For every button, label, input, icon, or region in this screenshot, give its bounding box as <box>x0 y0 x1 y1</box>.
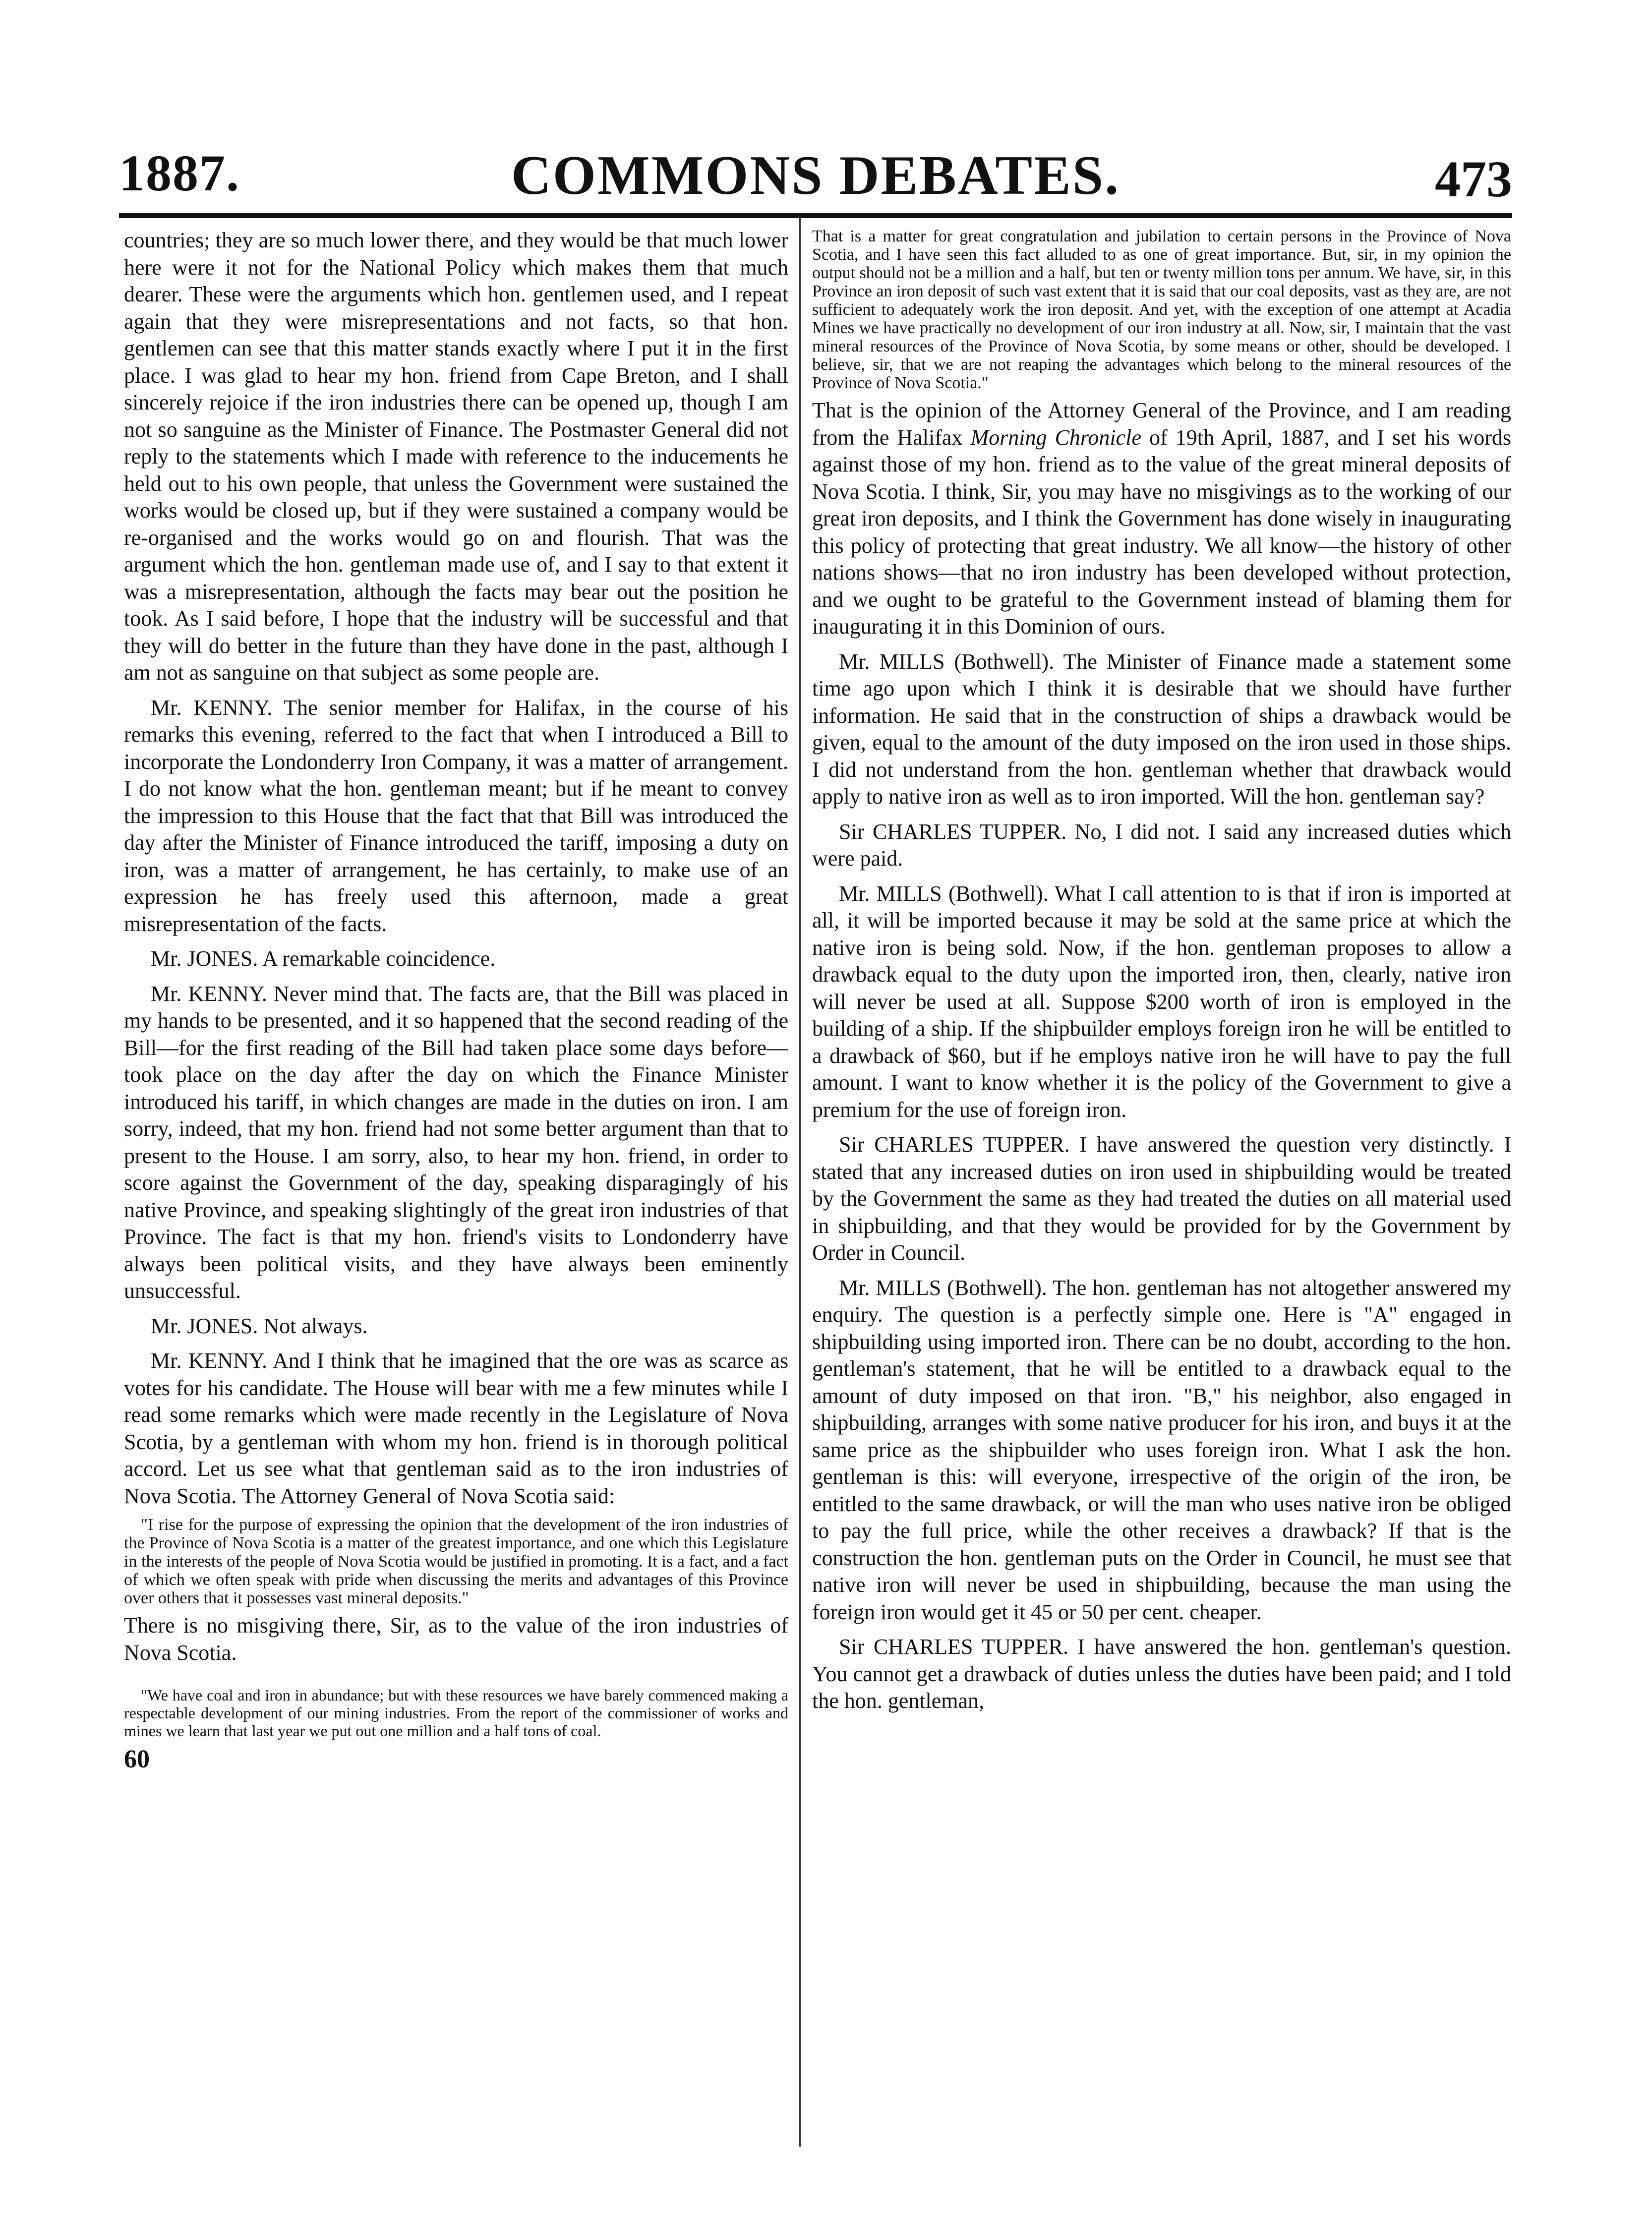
printer-signature: 60 <box>124 1745 150 1773</box>
header-title: COMMONS DEBATES. <box>511 145 1121 206</box>
paragraph-text: That is the opinion of the Attorney General of the Province, and I am reading from the Halifax <box>812 398 1511 450</box>
paragraph: Sir CHARLES TUPPER. I have answered the hon. gentleman's question. You cannot get a drawback of duties unless the duties have been paid; and I told the hon. gentleman, <box>812 1635 1511 1713</box>
paragraph <box>812 397 1511 641</box>
column-divider <box>799 218 801 2147</box>
paragraph: Mr. KENNY. Never mind that. The facts are, that the Bill was placed in my hands to be presented, and it so happened that the second reading of the Bill—for the first reading of the Bill had taken place some days before—took place on the day after the day on which the Finance Minister introduced his tariff, in which changes are made in the duties on iron. I am sorry, indeed, that my hon. friend had not some better argument than that to present to the House. I am sorry, also, to hear my hon. friend, in order to score against the Government of the day, speaking disparagingly of his native Province, and speaking slightingly of the great iron industries of that Province. The fact is that my hon. friend's visits to Londonderry have always been political visits, and they have always been eminently unsuccessful. <box>124 981 788 1303</box>
right-column <box>812 227 1511 2186</box>
paragraph: Mr. MILLS (Bothwell). What I call attention to is that if iron is imported at all, it will be imported because it may be sold at the same price at which the native iron is being sold. Now, if the hon. gentleman proposes to allow a drawback equal to the duty upon the imported iron, then, clearly, native iron will never be used at all. Suppose $200 worth of iron is employed in the building of a ship. If the shipbuilder employs foreign iron he will be entitled to a drawback of $60, but if he employs native iron he will have to pay the full amount. I want to know whether it is the policy of the Government to give a premium for the use of foreign iron. <box>812 881 1511 1122</box>
header-page-number: 473 <box>1435 151 1512 208</box>
paragraph: Mr. JONES. A remarkable coincidence. <box>151 946 496 971</box>
paragraph-text: of 19th April, 1887, and I set his words against those of my hon. friend as to the value of the great mineral deposits of Nova Scotia. I think, Sir, you may have no misgivings as to the working of our great iron deposits, and I think the Government has done wisely in inaugurating this policy of protecting that great industry. We all know—the history of other nations shows—that no iron industry has been developed without protection, and we ought to be grateful to the Government instead of blaming them for inaugurating it in this Dominion of ours. <box>812 425 1511 639</box>
paragraph: Mr. KENNY. And I think that he imagined that the ore was as scarce as votes for his candidate. The House will bear with me a few minutes while I read some remarks which were made recently in the Legislature of Nova Scotia, by a gentleman with whom my hon. friend is in thorough political accord. Let us see what that gentleman said as to the iron industries of Nova Scotia. The Attorney General of Nova Scotia said: <box>124 1348 788 1508</box>
block-quote: That is a matter for great congratulation and jubilation to certain persons in the Province of Nova Scotia, and I have seen this fact alluded to as one of great importance. But, sir, in my opinion the output should not be a million and a half, but ten or twenty million tons per annum. We have, sir, in this Province an iron deposit of such vast extent that it is said that our coal deposits, vast as they are, are not sufficient to adequately work the iron deposit. And yet, with the exception of one attempt at Acadia Mines we have practically no development of our iron industry at all. Now, sir, I maintain that the vast mineral resources of the Province of Nova Scotia, by some means or other, should be developed. I believe, sir, that we are not reaping the advantages which belong to the mineral resources of the Province of Nova Scotia." <box>812 227 1511 392</box>
paragraph: countries; they are so much lower there, and they would be that much lower here were it not for the National Policy which makes them that much dearer. These were the arguments which hon. gentlemen used, and I repeat again that they were misrepresentations and not facts, so that hon. gentlemen can see that this matter stands exactly where I put it in the first place. I was glad to hear my hon. friend from Cape Breton, and I shall sincerely rejoice if the iron industries there can be opened up, though I am not so sanguine as the Minister of Finance. The Postmaster General did not reply to the statements which I made with reference to the inducements he held out to his own people, that unless the Government were sustained the works would be closed up, but if they were sustained a company would be re-organised and the works would go on and flourish. That was the argument which the hon. gentleman made use of, and I say to that extent it was a misrepresentation, although the facts may bear out the position he took. As I said before, I hope that the industry will be successful and that they will do better in the future than they have done in the past, although I am not as sanguine on that subject as some people are. <box>124 228 788 685</box>
left-column <box>124 227 788 2186</box>
paragraph: Sir CHARLES TUPPER. I have answered the question very distinctly. I stated that any increased duties on iron used in shipbuilding would be treated by the Government the same as they had treated the duties on all material used in shipbuilding, and that they would be provided for by the Government by Order in Council. <box>812 1132 1511 1265</box>
header-rule <box>119 213 1512 218</box>
paragraph: Mr. KENNY. The senior member for Halifax, in the course of his remarks this evening, referred to the fact that when I introduced a Bill to incorporate the Londonderry Iron Company, it was a matter of arrangement. I do not know what the hon. gentleman meant; but if he meant to convey the impression to this House that the fact that that Bill was introduced the day after the Minister of Finance introduced the tariff, imposing a duty on iron, was a matter of arrangement, he has certainly, to make use of an expression he has freely used this afternoon, made a great misrepresentation of the facts. <box>124 695 788 936</box>
paragraph: Mr. JONES. Not always. <box>151 1313 368 1338</box>
paragraph: Mr. MILLS (Bothwell). The Minister of Finance made a statement some time ago upon which I think it is desirable that we should have further information. He said that in the construction of ships a drawback would be given, equal to the amount of the duty imposed on the iron used in those ships. I did not understand from the hon. gentleman whether that drawback would apply to native iron as well as to iron imported. Will the hon. gentleman say? <box>812 649 1511 809</box>
paragraph: Sir CHARLES TUPPER. No, I did not. I said any increased duties which were paid. <box>812 819 1511 871</box>
block-quote: "I rise for the purpose of expressing the opinion that the development of the iron industries of the Province of Nova Scotia is a matter of the greatest importance, and one which this Legislature in the interests of the people of Nova Scotia would be justified in promoting. It is a fact, and a fact of which we often speak with pride when discussing the merits and advantages of this Province over others that it possesses vast mineral deposits." <box>124 1516 788 1607</box>
header-year: 1887. <box>119 145 240 202</box>
paragraph: Mr. MILLS (Bothwell). The hon. gentleman has not altogether answered my enquiry. The question is a perfectly simple one. Here is "A" engaged in shipbuilding using imported iron. There can be no doubt, according to the hon. gentleman's statement, that he will be entitled to a drawback equal to the amount of duty imposed on that iron. "B," his neighbor, also engaged in shipbuilding, arranges with some native producer for his iron, and buys it at the same price as the shipbuilder who uses foreign iron. What I ask the hon. gentleman is this: will everyone, irrespective of the origin of the iron, be entitled to the same drawback, or will the man who uses native iron be obliged to pay the full price, while the other receives a drawback? If that is the construction the hon. gentleman puts on the Order in Council, he must see that native iron will never be used in shipbuilding, because the man using the foreign iron would get it 45 or 50 per cent. cheaper. <box>812 1275 1511 1624</box>
newspaper-title: Morning Chronicle <box>970 425 1141 450</box>
block-quote: "We have coal and iron in abundance; but with these resources we have barely commenced making a respectable development of our mining industries. From the report of the commissioner of works and mines we learn that last year we put out one million and a half tons of coal. <box>124 1686 788 1740</box>
paragraph: There is no misgiving there, Sir, as to the value of the iron industries of Nova Scotia. <box>124 1613 788 1665</box>
